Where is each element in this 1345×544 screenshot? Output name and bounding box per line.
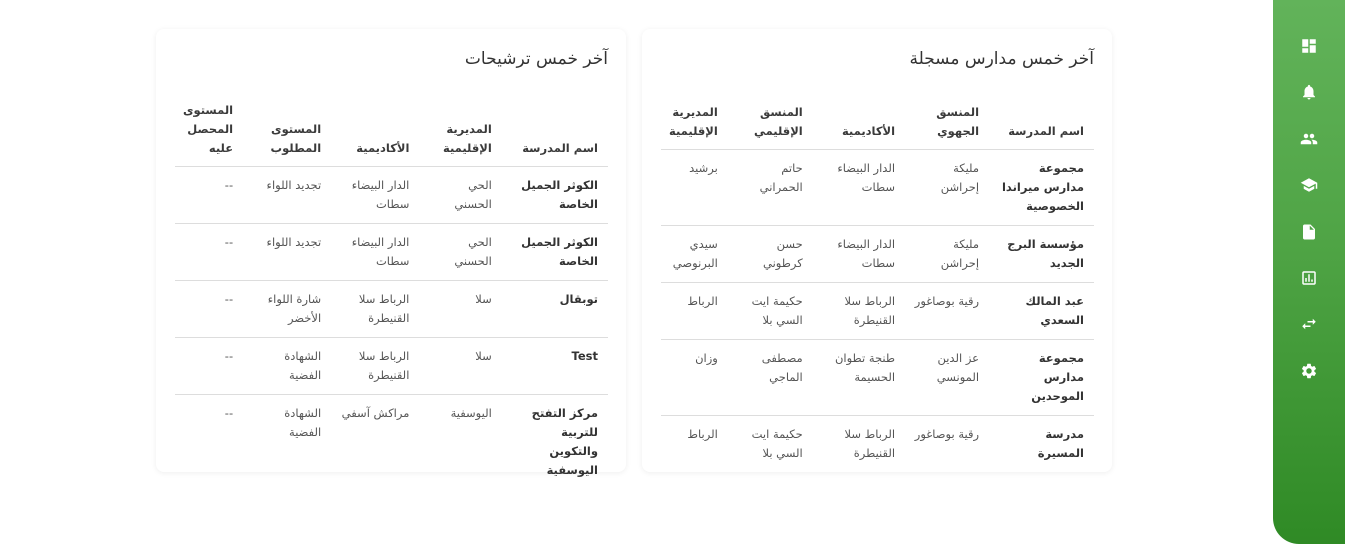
chart-icon[interactable] xyxy=(1300,269,1318,287)
table-cell: -- xyxy=(175,224,243,281)
table-row xyxy=(661,340,1094,416)
table-cell: مصطفى الماجي xyxy=(728,340,813,416)
table-cell: الرباط سلا القنيطرة xyxy=(331,338,419,395)
school-name-cell: مركز التفتح للتربية والتكوين اليوسفية xyxy=(531,406,598,477)
column-header: المنسق الإقليمي xyxy=(728,99,813,150)
table-cell: برشيد xyxy=(661,150,728,226)
table-cell: رقية بوصاغور xyxy=(905,283,989,340)
table-cell: وزان xyxy=(661,340,728,416)
recent-nominations-card xyxy=(156,29,626,477)
column-header: المنسق الجهوي xyxy=(905,99,989,150)
column-header: اسم المدرسة xyxy=(502,99,608,167)
table-cell: رقية بوصاغور xyxy=(914,427,980,441)
table-cell: سيدي البرنوصي xyxy=(661,226,728,283)
school-name-cell: الكوثر الجميل الخاصة xyxy=(502,224,608,281)
table-row xyxy=(661,150,1094,226)
table-cell: مليكة إحراشن xyxy=(905,150,989,226)
table-cell: الحي الحسني xyxy=(419,224,501,281)
table-cell: الدار البيضاء سطات xyxy=(331,224,419,281)
table-cell: حسن كرطوني xyxy=(728,226,813,283)
table-cell: تجديد اللواء xyxy=(243,224,331,281)
column-header: المديرية الإقليمية xyxy=(419,99,501,167)
table-cell: -- xyxy=(175,338,243,395)
table-cell: حاتم الحمراني xyxy=(728,150,813,226)
school-name-cell: عبد المالك السعدي xyxy=(989,283,1094,340)
recent-nominations-title: آخر خمس ترشيحات xyxy=(464,49,608,69)
table-row xyxy=(175,281,608,338)
sidebar xyxy=(1273,0,1345,544)
column-header: المستوى المطلوب xyxy=(243,99,331,167)
table-cell: تجديد اللواء xyxy=(243,167,331,224)
recent-nominations-table xyxy=(175,99,608,489)
recent-schools-title: آخر خمس مدارس مسجلة xyxy=(909,49,1094,69)
table-cell: الدار البيضاء سطات xyxy=(813,226,905,283)
school-name-cell: مجموعة مدارس ميراندا الخصوصية xyxy=(989,150,1094,226)
graduation-cap-icon[interactable] xyxy=(1300,176,1318,194)
bell-icon[interactable] xyxy=(1300,83,1318,101)
table-cell: عز الدين المونسي xyxy=(905,340,989,416)
table-row xyxy=(661,226,1094,283)
table-row xyxy=(175,224,608,281)
school-name-cell: توبقال xyxy=(502,281,608,338)
table-row xyxy=(175,167,608,224)
table-cell: الرباط xyxy=(661,283,728,340)
table-cell: -- xyxy=(224,406,234,420)
table-cell: الدار البيضاء سطات xyxy=(331,167,419,224)
table-cell: الرباط سلا القنيطرة xyxy=(844,427,896,460)
column-header: الأكاديمية xyxy=(813,99,905,150)
dashboard-icon[interactable] xyxy=(1300,37,1318,55)
table-cell: مليكة إحراشن xyxy=(905,226,989,283)
users-icon[interactable] xyxy=(1300,130,1318,148)
table-header-row xyxy=(661,99,1094,150)
table-cell: حكيمة ايت السي بلا xyxy=(751,427,803,460)
table-cell: -- xyxy=(175,281,243,338)
table-cell: الدار البيضاء سطات xyxy=(813,150,905,226)
table-row xyxy=(661,416,1094,473)
table-cell: الرباط xyxy=(687,427,718,441)
table-cell: الشهادة الفضية xyxy=(243,338,331,395)
document-icon[interactable] xyxy=(1300,223,1318,241)
school-name-cell: مجموعة مدارس الموحدين xyxy=(989,340,1094,416)
table-cell: طنجة تطوان الحسيمة xyxy=(813,340,905,416)
school-name-cell: مؤسسة البرج الجديد xyxy=(989,226,1094,283)
table-cell: الشهادة الفضية xyxy=(284,406,322,439)
table-cell: مراكش آسفي xyxy=(341,406,410,420)
transfer-icon[interactable] xyxy=(1300,315,1318,333)
school-name-cell: Test xyxy=(502,338,608,395)
table-cell: سلا xyxy=(419,281,501,338)
table-row xyxy=(175,395,608,490)
settings-icon[interactable] xyxy=(1300,362,1318,380)
table-cell: شارة اللواء الأخضر xyxy=(243,281,331,338)
column-header: الأكاديمية xyxy=(331,99,419,167)
table-cell: سلا xyxy=(419,338,501,395)
table-cell: الرباط سلا القنيطرة xyxy=(331,281,419,338)
recent-schools-table xyxy=(661,99,1094,472)
table-cell: اليوسفية xyxy=(450,406,492,420)
table-cell: الحي الحسني xyxy=(419,167,501,224)
table-row xyxy=(661,283,1094,340)
table-cell: الرباط سلا القنيطرة xyxy=(813,283,905,340)
school-name-cell: مدرسة المسيرة xyxy=(1037,427,1084,460)
table-row xyxy=(175,338,608,395)
table-cell: حكيمة ايت السي بلا xyxy=(728,283,813,340)
column-header: المستوى المحصل عليه xyxy=(175,99,243,167)
recent-schools-card xyxy=(642,29,1112,472)
column-header: المديرية الإقليمية xyxy=(661,99,728,150)
column-header: اسم المدرسة xyxy=(989,99,1094,150)
school-name-cell: الكوثر الجميل الخاصة xyxy=(502,167,608,224)
table-header-row xyxy=(175,99,608,167)
table-cell: -- xyxy=(175,167,243,224)
